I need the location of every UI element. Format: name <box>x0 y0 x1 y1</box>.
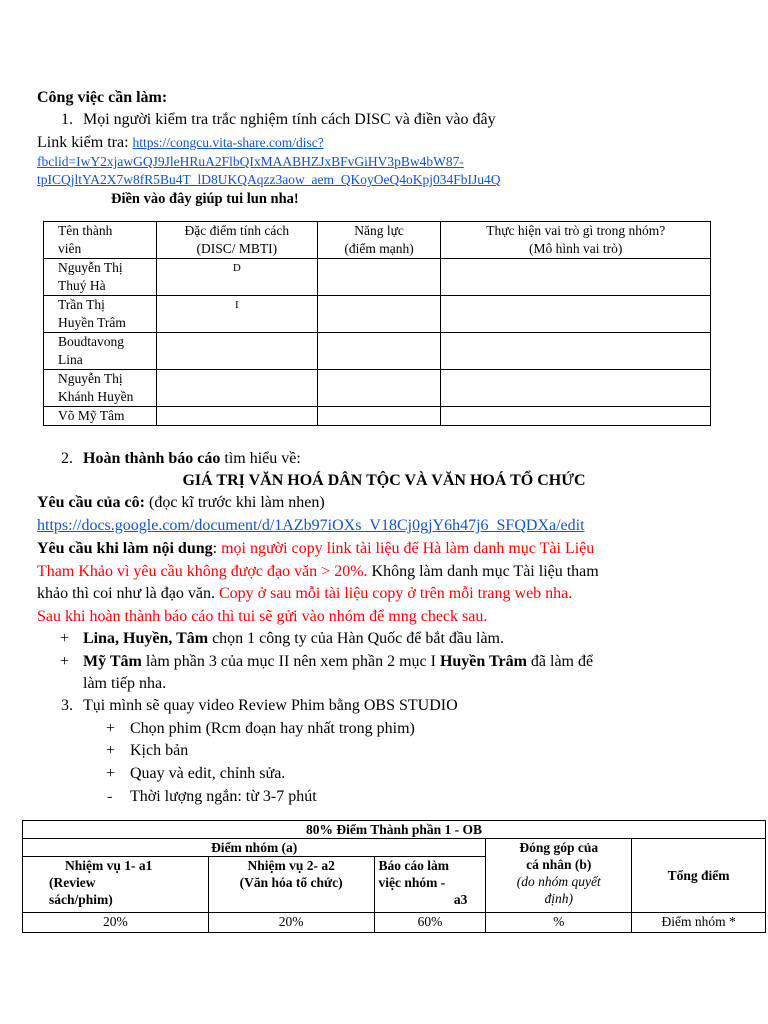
content-requirement-line2: Tham Khảo vì yêu cầu không được đạo văn > 20%. Không làm danh mục Tài liệu tham <box>37 563 599 580</box>
role-cell[interactable] <box>441 259 711 296</box>
fill-note: Điền vào đây giúp tui lun nha! <box>111 191 299 207</box>
sub-bullet-text: Thời lượng ngắn: từ 3-7 phút <box>130 788 317 805</box>
table-row <box>44 296 711 333</box>
disc-value[interactable]: D <box>156 259 317 296</box>
header-member: Tên thành viên <box>44 222 157 259</box>
bullet-plus: + <box>60 630 70 647</box>
sub-bullet-text: Quay và edit, chỉnh sửa. <box>130 765 286 782</box>
task1-weight: 20% <box>23 913 209 933</box>
table-row <box>44 370 711 407</box>
sub-bullet-sym: - <box>107 788 113 805</box>
task1-header: Nhiệm vụ 1- a1 (Review sách/phim) <box>23 857 209 913</box>
role-cell[interactable] <box>441 296 711 333</box>
disc-table <box>43 221 711 426</box>
link-label <box>37 132 324 154</box>
report-heading: GIÁ TRỊ VĂN HOÁ DÂN TỘC VÀ VĂN HOÁ TỔ CHỨC <box>182 472 586 489</box>
role-cell[interactable] <box>441 370 711 407</box>
total-formula: Điểm nhóm * <box>632 913 766 933</box>
content-requirement-line1: Yêu cầu khi làm nội dung: mọi người copy link tài liệu để Hà làm danh mục Tài Liệu <box>37 540 595 557</box>
member-name[interactable]: Boudtavong Lina <box>44 333 157 370</box>
header-role: Thực hiện vai trò gì trong nhóm? (Mô hình vai trò) <box>441 222 711 259</box>
bullet-part3: Mỹ Tâm làm phần 3 của mục II nên xem phần 2 mục I Huyền Trâm đã làm để <box>83 653 594 670</box>
disc-test-link-line3[interactable]: tpICQjltYA2X7w8fR5Bu4T_lD8UKQAqzz3aow_aem_QKoyOeQ4oKpj034FbIJu4Q <box>37 172 501 187</box>
disc-value[interactable] <box>156 333 317 370</box>
contribution-value: % <box>486 913 632 933</box>
member-name[interactable]: Võ Mỹ Tâm <box>44 407 157 426</box>
task2-weight: 20% <box>208 913 374 933</box>
disc-value[interactable] <box>156 407 317 426</box>
sub-bullet-sym: + <box>106 742 116 759</box>
content-requirement-line3: khảo thì coi như là đạo văn. Copy ở sau mỗi tài liệu copy ở trên mỗi trang web nha. <box>37 585 573 602</box>
task3-header: Báo cáo làm việc nhóm - a3 <box>374 857 486 913</box>
section-title: Công việc cần làm: <box>37 89 168 106</box>
disc-table-header <box>44 222 711 259</box>
strengths-cell[interactable] <box>317 296 441 333</box>
link-label-text: Link kiểm tra: <box>37 134 129 151</box>
strengths-cell[interactable] <box>317 370 441 407</box>
role-cell[interactable] <box>441 407 711 426</box>
score-table-title: 80% Điểm Thành phần 1 - OB <box>23 821 766 839</box>
task1-text: Mọi người kiểm tra trắc nghiệm tính cách DISC và điền vào đây <box>83 111 496 128</box>
disc-test-link-line2[interactable]: fbclid=IwY2xjawGQJ9JleHRuA2FlbQIxMAABHZJxBFvGiHV3pBw4bW87- <box>37 154 464 169</box>
teacher-requirement: Yêu cầu của cô: (đọc kĩ trước khi làm nhen) <box>37 494 325 511</box>
task2-header: Nhiệm vụ 2- a2 (Văn hóa tổ chức) <box>208 857 374 913</box>
sub-bullet-text: Kịch bản <box>130 742 189 759</box>
task3-weight: 60% <box>374 913 486 933</box>
strengths-cell[interactable] <box>317 333 441 370</box>
bullet-part3-cont: làm tiếp nha. <box>83 675 167 692</box>
table-row <box>44 333 711 370</box>
group-score-header: Điểm nhóm (a) <box>23 839 486 857</box>
role-cell[interactable] <box>441 333 711 370</box>
member-name[interactable]: Trần Thị Huyền Trâm <box>44 296 157 333</box>
sub-bullet-sym: + <box>106 720 116 737</box>
member-name[interactable]: Nguyễn Thị Khánh Huyền <box>44 370 157 407</box>
sub-bullet-text: Chọn phim (Rcm đoạn hay nhất trong phim) <box>130 720 415 737</box>
disc-value[interactable] <box>156 370 317 407</box>
task1-number: 1. <box>61 111 73 128</box>
task3-number: 3. <box>61 697 73 714</box>
table-row <box>44 407 711 426</box>
header-personality: Đặc điểm tính cách (DISC/ MBTI) <box>156 222 317 259</box>
content-requirement-line4: Sau khi hoàn thành báo cáo thì tui sẽ gửi vào nhóm để mng check sau. <box>37 608 488 625</box>
bullet-company: Lina, Huyền, Tâm chọn 1 công ty của Hàn Quốc để bắt đầu làm. <box>83 630 504 647</box>
score-table <box>22 820 766 933</box>
total-header: Tổng điểm <box>632 839 766 913</box>
disc-value[interactable]: I <box>156 296 317 333</box>
task3-text: Tụi mình sẽ quay video Review Phim bằng OBS STUDIO <box>83 697 458 714</box>
disc-test-link[interactable]: https://congcu.vita-share.com/disc? <box>132 135 324 150</box>
task2-number: 2. <box>61 450 73 467</box>
strengths-cell[interactable] <box>317 407 441 426</box>
task2-line: Hoàn thành báo cáo tìm hiểu về: <box>83 450 301 467</box>
table-row <box>44 259 711 296</box>
sub-bullet-sym: + <box>106 765 116 782</box>
bullet-plus: + <box>60 653 70 670</box>
member-name[interactable]: Nguyễn Thị Thuý Hà <box>44 259 157 296</box>
header-strengths: Năng lực (điểm mạnh) <box>317 222 441 259</box>
contribution-header: Đóng góp của cá nhân (b) (do nhóm quyết định) <box>486 839 632 913</box>
strengths-cell[interactable] <box>317 259 441 296</box>
requirement-doc-link[interactable]: https://docs.google.com/document/d/1AZb97iOXs_V18Cj0gjY6h47j6_SFQDXa/edit <box>37 517 585 534</box>
